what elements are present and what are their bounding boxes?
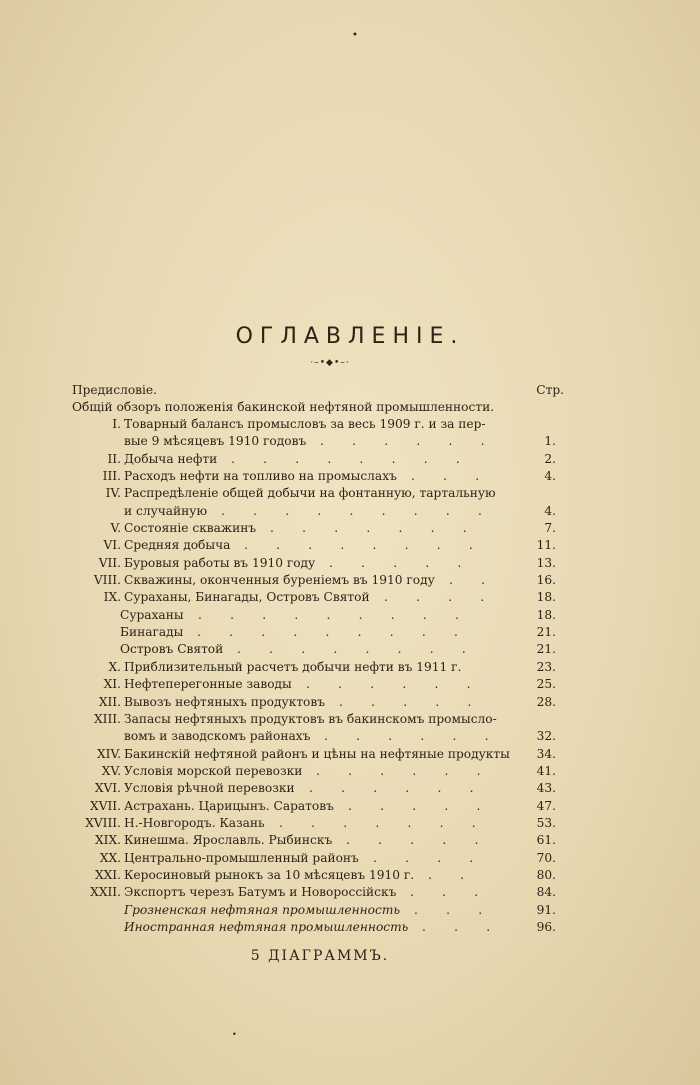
chapter-number: XVIII. (85, 815, 121, 830)
toc-line (72, 469, 564, 486)
page-number: 61. (536, 833, 556, 848)
chapter-title: Средняя добыча (124, 538, 231, 553)
title-ornament: ·–•◆•–· (310, 358, 350, 368)
chapter-number: XIII. (94, 711, 121, 726)
chapter-title: Н.-Новгородъ. Казань (124, 815, 265, 830)
toc-line (72, 625, 564, 642)
toc-entry (72, 660, 564, 677)
toc-entry (72, 903, 564, 920)
chapter-title: Сураханы (120, 607, 184, 622)
toc-line (72, 816, 564, 833)
chapter-number: XVI. (94, 781, 121, 796)
toc-line (72, 504, 564, 521)
leader-dots: . . . . . . . (270, 521, 491, 536)
page-column-label: Стр. (536, 383, 564, 397)
leader-dots: . . . . . (329, 555, 486, 570)
toc-entry (72, 816, 564, 833)
chapter-number: XII. (98, 694, 121, 709)
chapter-number: XXII. (90, 885, 121, 900)
leader-dots: . . . (410, 885, 503, 900)
toc-entry (72, 590, 564, 607)
toc-entry (72, 695, 564, 712)
chapter-number: XV. (101, 763, 121, 778)
toc-line (72, 903, 564, 920)
toc-line (72, 920, 564, 937)
chapter-title: Запасы нефтяныхъ продуктовъ въ бакинскомъ промысло- (124, 711, 497, 726)
toc-entry (72, 452, 564, 469)
table-of-contents (72, 383, 564, 937)
leader-dots: . . . . . (346, 833, 503, 848)
toc-entry (72, 677, 564, 694)
chapter-title: Скважины, оконченныя буреніемъ въ 1910 году (124, 573, 435, 588)
toc-entry (72, 417, 564, 452)
chapter-title: Условія рѣчной перевозки (124, 781, 295, 796)
chapter-number: XX. (99, 850, 121, 865)
leader-dots: . . . . . . (306, 677, 495, 692)
toc-line (72, 521, 564, 538)
toc-entry (72, 885, 564, 902)
toc-entry (72, 747, 564, 764)
leader-dots: . . . . . . . (279, 815, 500, 830)
page-number: 96. (536, 919, 556, 934)
chapter-title: вые 9 мѣсяцевъ 1910 годовъ (124, 434, 307, 449)
chapter-title: Добыча нефти (124, 451, 218, 466)
chapter-title: Бинагады (120, 625, 184, 640)
toc-line (72, 573, 564, 590)
toc-line (72, 712, 564, 729)
toc-line (72, 695, 564, 712)
toc-line (72, 851, 564, 868)
chapter-number: VIII. (93, 573, 121, 588)
toc-entry (72, 799, 564, 816)
chapter-title: Условія морской перевозки (124, 763, 303, 778)
page-speck: • (232, 1030, 237, 1039)
toc-line (72, 642, 564, 659)
chapter-number: XXI. (94, 867, 121, 882)
toc-line (72, 417, 564, 434)
page-number: 7. (544, 521, 556, 536)
toc-entry (72, 556, 564, 573)
toc-entry (72, 764, 564, 781)
leader-dots: . . (449, 573, 510, 588)
page-number: 21. (536, 625, 556, 640)
toc-line (72, 747, 564, 764)
leader-dots: . . . . . . . . (237, 642, 491, 657)
toc-line (72, 590, 564, 607)
chapter-title: вомъ и заводскомъ районахъ (124, 729, 311, 744)
toc-entry (72, 781, 564, 798)
leader-dots: . . . . . . . . . (197, 625, 483, 640)
page-number: 13. (536, 555, 556, 570)
chapter-number: XIX. (94, 833, 121, 848)
page-number: 91. (536, 902, 556, 917)
page-number: 47. (536, 798, 556, 813)
page-title: ОГЛАВЛЕНIЕ. (235, 324, 465, 349)
toc-entry (72, 851, 564, 868)
leader-dots: . . . . . . (309, 781, 498, 796)
toc-line (72, 452, 564, 469)
chapter-title: Островъ Святой (120, 642, 224, 657)
chapter-title: Иностранная нефтяная промышленность (124, 919, 409, 934)
toc-line (72, 538, 564, 555)
chapter-number: III. (102, 469, 121, 484)
toc-line (72, 608, 564, 625)
page-number: 16. (536, 573, 556, 588)
leader-dots: . . (428, 867, 489, 882)
page-number: 25. (536, 677, 556, 692)
chapter-number: IV. (105, 486, 121, 501)
diagrams-note: 5 ДIАГРАММЪ. (250, 948, 390, 964)
toc-entry (72, 486, 564, 521)
page-number: 18. (536, 590, 556, 605)
toc-entry (72, 833, 564, 850)
toc-entry (72, 608, 564, 625)
chapter-title: Нефтеперегонные заводы (124, 677, 292, 692)
page-number: 21. (536, 642, 556, 657)
chapter-title: и случайную (124, 503, 208, 518)
toc-line (72, 764, 564, 781)
leader-dots: . . . . . . . . (244, 538, 498, 553)
leader-dots: . . . (422, 919, 515, 934)
page-number: 4. (544, 503, 556, 518)
page-number: 23. (536, 659, 556, 674)
chapter-title: Экспортъ черезъ Батумъ и Новороссійскъ (124, 885, 397, 900)
chapter-number: VII. (98, 555, 121, 570)
leader-dots: . . . . . . (320, 434, 509, 449)
leader-dots: . . . . . . (316, 763, 505, 778)
toc-entry (72, 712, 564, 747)
toc-entry (72, 538, 564, 555)
toc-line (72, 833, 564, 850)
toc-entry (72, 868, 564, 885)
toc-line (72, 729, 564, 746)
chapter-title: Бакинскій нефтяной районъ и цѣны на нефтяные продукты (124, 746, 510, 761)
chapter-number: XVII. (90, 798, 121, 813)
chapter-title: Распредѣленіе общей добычи на фонтанную, тартальную (124, 486, 496, 501)
page-number: 43. (536, 781, 556, 796)
chapter-title: Сураханы, Бинагады, Островъ Святой (124, 590, 370, 605)
leader-dots: . . . . . . (324, 729, 513, 744)
toc-entry (72, 625, 564, 642)
page-number: 32. (536, 729, 556, 744)
chapter-title: Расходъ нефти на топливо на промыслахъ (124, 469, 397, 484)
chapter-number: VI. (103, 538, 121, 553)
leader-dots: . . . . (384, 590, 509, 605)
overview-heading: Общій обзоръ положенія бакинской нефтяной промышленности. (72, 400, 495, 414)
page-number: 18. (536, 607, 556, 622)
preface-entry: Предисловіе. (72, 383, 158, 397)
toc-line (72, 781, 564, 798)
page-number: 4. (544, 469, 556, 484)
leader-dots: . . . . . (348, 798, 505, 813)
toc-header-row (72, 383, 564, 400)
toc-entry (72, 573, 564, 590)
chapter-number: IX. (103, 590, 121, 605)
chapter-title: Грозненская нефтяная промышленность (124, 902, 401, 917)
chapter-title: Кинешма. Ярославль. Рыбинскъ (124, 833, 333, 848)
chapter-number: XIV. (96, 746, 121, 761)
chapter-title: Вывозъ нефтяныхъ продуктовъ (124, 694, 326, 709)
toc-entry (72, 642, 564, 659)
leader-dots: . . . . . . . . (231, 451, 485, 466)
chapter-number: II. (107, 451, 121, 466)
toc-line (72, 677, 564, 694)
toc-entry (72, 521, 564, 538)
chapter-number: XI. (103, 677, 121, 692)
toc-line (72, 868, 564, 885)
chapter-title: Товарный балансъ промысловъ за весь 1909 г. и за пер- (124, 417, 486, 431)
page-speck: • (352, 30, 358, 41)
page-number: 41. (536, 763, 556, 778)
toc-line (72, 799, 564, 816)
page-number: 11. (536, 538, 556, 553)
chapter-number: X. (108, 659, 121, 674)
chapter-title: Буровыя работы въ 1910 году (124, 555, 316, 570)
toc-line (72, 660, 564, 677)
leader-dots: . . . (411, 469, 504, 484)
page-number: 2. (544, 451, 556, 466)
chapter-title: Керосиновый рынокъ за 10 мѣсяцевъ 1910 г. (124, 867, 415, 882)
chapter-title: Астрахань. Царицынъ. Саратовъ (124, 798, 334, 813)
toc-line (72, 556, 564, 573)
leader-dots: . . . . (373, 850, 498, 865)
page-number: 34. (536, 746, 556, 761)
page-number: 80. (536, 867, 556, 882)
leader-dots: . . . (414, 902, 507, 917)
toc-line (72, 486, 564, 503)
chapter-number: I. (112, 417, 121, 431)
page-number: 28. (536, 694, 556, 709)
toc-line (72, 434, 564, 451)
toc-line (72, 885, 564, 902)
page-number: 84. (536, 885, 556, 900)
leader-dots: . . . . . . . . . (221, 503, 507, 518)
toc-entry (72, 920, 564, 937)
chapter-title: Центрально-промышленный районъ (124, 850, 359, 865)
chapter-title: Состояніе скважинъ (124, 521, 257, 536)
page-number: 70. (536, 850, 556, 865)
leader-dots: . . . . . (339, 694, 496, 709)
chapter-title: Приблизительный расчетъ добычи нефти въ 1911 г. (124, 659, 462, 674)
page-number: 53. (536, 815, 556, 830)
page-number: 1. (544, 434, 556, 449)
leader-dots: . . . . . . . . . (198, 607, 484, 622)
chapter-number: V. (110, 521, 121, 536)
toc-entries (72, 417, 564, 937)
toc-entry (72, 469, 564, 486)
